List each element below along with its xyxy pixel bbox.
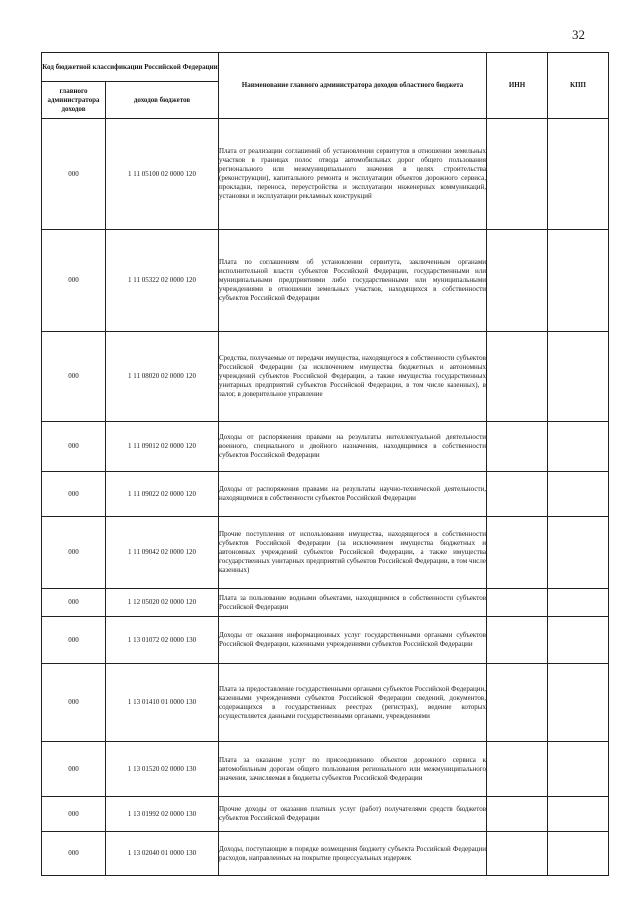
cell-admin: 000 [42,472,106,517]
cell-admin: 000 [42,332,106,422]
header-kpp: КПП [548,53,609,119]
cell-code: 1 13 01992 02 0000 130 [106,797,219,832]
cell-kpp [548,119,609,230]
cell-admin: 000 [42,589,106,617]
cell-kpp [548,797,609,832]
cell-admin: 000 [42,422,106,472]
table-row [42,472,609,517]
cell-inn [487,332,548,422]
table-row [42,422,609,472]
cell-name: Плата по соглашениям об установлении сервитута, заключенным органами исполнительной власти субъектов Российской Федерации, государственными или муниципальными предприятиями либо государственными или муниципальными учреждениями в отношении земельных участков, находящихся в собственности субъектов Российской Федерации [219,230,487,332]
cell-name: Средства, получаемые от передачи имущества, находящегося в собственности субъектов Российской Федерации (за исключением имущества бюджетных и автономных учреждений субъектов Российской Федерации, а также имущества государственных унитарных предприятий субъектов Российской Федерации, в том числе казенных), в залог, в доверительное управление [219,332,487,422]
cell-code: 1 13 01520 02 0000 130 [106,742,219,797]
cell-inn [487,617,548,664]
table-row [42,589,609,617]
cell-kpp [548,472,609,517]
cell-code: 1 11 05100 02 0000 120 [106,119,219,230]
cell-kpp [548,517,609,589]
cell-inn [487,119,548,230]
cell-inn [487,797,548,832]
cell-name: Плата за оказание услуг по присоединению объектов дорожного сервиса к автомобильным дорогам общего пользования регионального или межмуниципального значения, зачисляемая в бюджеты субъектов Российской Федерации [219,742,487,797]
header-inn: ИНН [487,53,548,119]
cell-kpp [548,230,609,332]
cell-admin: 000 [42,832,106,876]
cell-kpp [548,742,609,797]
cell-code: 1 13 01410 01 0000 130 [106,664,219,742]
cell-code: 1 11 09022 02 0000 120 [106,472,219,517]
cell-name: Доходы от распоряжения правами на результаты научно-технической деятельности, находящимися в собственности субъектов Российской Федерации [219,472,487,517]
cell-kpp [548,664,609,742]
cell-name: Плата за пользование водными объектами, находящимися в собственности субъектов Российской Федерации [219,589,487,617]
header-admin: главного администратора доходов [42,82,106,119]
cell-code: 1 13 01072 02 0000 130 [106,617,219,664]
cell-name: Плата за предоставление государственными органами субъектов Российской Федерации, казенными учреждениями субъектов Российской Федерации сведений, документов, содержащихся в государственных реестрах (регистрах), ведение которых осуществляется данными государственными органами, учреждениями [219,664,487,742]
table-row [42,742,609,797]
cell-admin: 000 [42,797,106,832]
table-row [42,332,609,422]
cell-inn [487,422,548,472]
cell-inn [487,664,548,742]
budget-table [41,52,609,876]
table-row [42,230,609,332]
cell-code: 1 11 05322 02 0000 120 [106,230,219,332]
cell-admin: 000 [42,617,106,664]
cell-name: Плата от реализации соглашений об установлении сервитутов в отношении земельных участков в границах полос отвода автомобильных дорог общего пользования регионального или межмуниципального значения в целях строительства (реконструкции), капитального ремонта и эксплуатации объектов дорожного сервиса, прокладки, переноса, переустройства и эксплуатации инженерных коммуникаций, установки и эксплуатации рекламных конструкций [219,119,487,230]
cell-name: Доходы, поступающие в порядке возмещения бюджету субъекта Российской Федерации расходов, направленных на покрытие процессуальных издержек [219,832,487,876]
cell-code: 1 11 08020 02 0000 120 [106,332,219,422]
cell-code: 1 12 05020 02 0000 120 [106,589,219,617]
table-row [42,517,609,589]
page-number: 32 [572,27,585,42]
cell-admin: 000 [42,230,106,332]
cell-inn [487,230,548,332]
cell-inn [487,517,548,589]
cell-kpp [548,589,609,617]
cell-name: Прочие поступления от использования имущества, находящегося в собственности субъектов Российской Федерации (за исключением имущества бюджетных и автономных учреждений субъектов Российской Федерации, а также имущества государственных унитарных предприятий субъектов Российской Федерации, в том числе казенных) [219,517,487,589]
cell-name: Прочие доходы от оказания платных услуг (работ) получателями средств бюджетов субъектов Российской Федерации [219,797,487,832]
header-name: Наименование главного администратора доходов областного бюджета [219,53,487,119]
cell-inn [487,589,548,617]
cell-code: 1 13 02040 01 0000 130 [106,832,219,876]
cell-admin: 000 [42,119,106,230]
cell-admin: 000 [42,664,106,742]
cell-inn [487,742,548,797]
table-row [42,797,609,832]
cell-kpp [548,332,609,422]
cell-admin: 000 [42,742,106,797]
cell-code: 1 11 09042 02 0000 120 [106,517,219,589]
cell-kpp [548,422,609,472]
table-row [42,119,609,230]
cell-admin: 000 [42,517,106,589]
header-income: доходов бюджетов [106,82,219,119]
cell-inn [487,472,548,517]
table-row [42,617,609,664]
cell-kpp [548,832,609,876]
cell-name: Доходы от оказания информационных услуг государственными органами субъектов Российской Федерации, казенными учреждениями субъектов Российской Федерации [219,617,487,664]
cell-kpp [548,617,609,664]
cell-code: 1 11 09012 02 0000 120 [106,422,219,472]
table-row [42,664,609,742]
cell-name: Доходы от распоряжения правами на результаты интеллектуальной деятельности военного, специального и двойного назначения, находящимися в собственности субъектов Российской Федерации [219,422,487,472]
table-row [42,832,609,876]
header-code-group: Код бюджетной классификации Российской Федерации [42,53,219,82]
cell-inn [487,832,548,876]
